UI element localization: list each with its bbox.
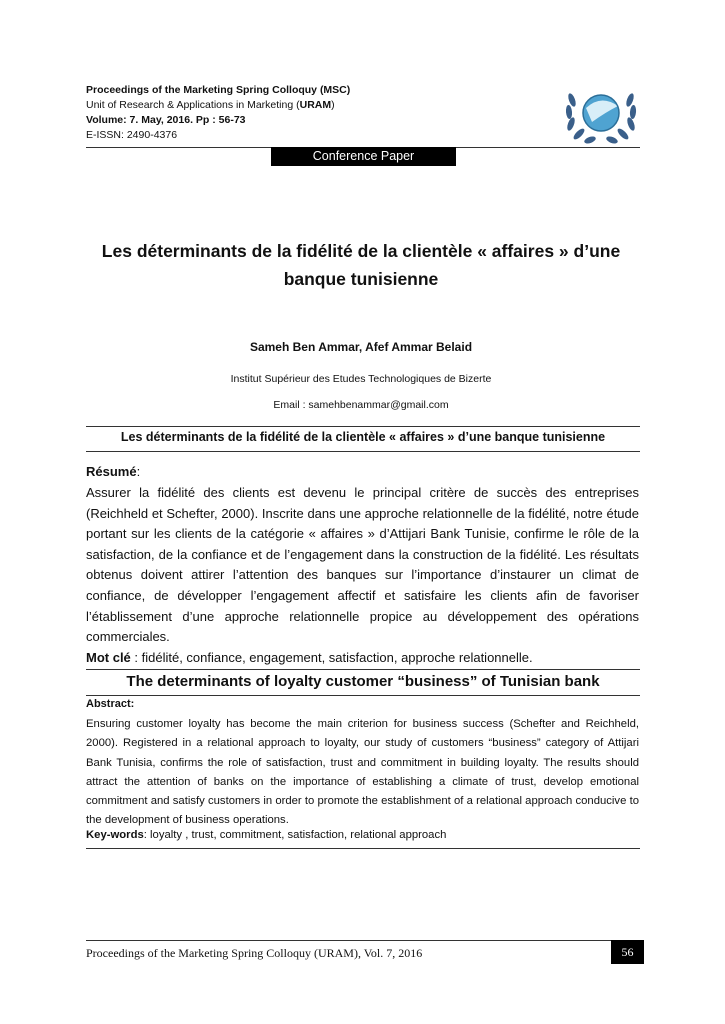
english-title: The determinants of loyalty customer “business” of Tunisian bank xyxy=(126,673,600,690)
paper-title: Les déterminants de la fidélité de la clientèle « affaires » d’une banque tunisienne xyxy=(101,241,621,289)
subtitle-rule-bottom xyxy=(86,451,640,452)
subtitle-rule-top xyxy=(86,426,640,427)
abstract-rule xyxy=(86,848,640,849)
french-subtitle: Les déterminants de la fidélité de la clientèle « affaires » d’une banque tunisienne xyxy=(120,430,606,444)
page-number: 56 xyxy=(611,940,644,964)
journal-issn: E-ISSN: 2490-4376 xyxy=(86,129,178,141)
english-rule-top xyxy=(86,669,640,670)
resume-heading: Résumé: xyxy=(86,464,141,479)
authors: Sameh Ben Ammar, Afef Ammar Belaid xyxy=(249,340,473,354)
french-keywords: Mot clé : fidélité, confiance, engagement, satisfaction, approche relationnelle. xyxy=(86,650,533,665)
journal-name: Proceedings of the Marketing Spring Colloquy (MSC) xyxy=(86,84,351,96)
journal-unit: Unit of Research & Applications in Marketing (URAM) xyxy=(86,99,335,111)
conference-paper-tag: Conference Paper xyxy=(271,147,456,166)
journal-volume: Volume: 7. May, 2016. Pp : 56-73 xyxy=(86,114,246,126)
institution: Institut Supérieur des Etudes Technologiques de Bizerte xyxy=(230,373,492,385)
footer-rule xyxy=(86,940,644,941)
abstract-body: Ensuring customer loyalty has become the main criterion for business success (Schefter and Reichheld, 2000). Registered in a relational approach to loyalty, our study of customers “business” category of Attijari Bank Tunisia, confirms the role of satisfaction, trust and commitment in building loyalty. The results should attract the attention of banks on the importance of establishing a climate of trust, develop emotional commitment and satisfy customers in order to promote the establishment of a relational approach conducive to the development of business operations. xyxy=(86,718,639,827)
footer-text: Proceedings of the Marketing Spring Colloquy (URAM), Vol. 7, 2016 xyxy=(86,946,423,960)
author-email: Email : samehbenammar@gmail.com xyxy=(273,399,449,411)
english-keywords: Key-words: loyalty , trust, commitment, satisfaction, relational approach xyxy=(86,829,447,841)
english-rule-bottom xyxy=(86,695,640,696)
abstract-heading: Abstract: xyxy=(86,698,135,710)
resume-body: Assurer la fidélité des clients est devenu le principal critère de succès des entreprises (Reichheld et Schefter, 2000). Inscrite dans une approche relationnelle de la fidélité, notre étude portant sur les clients de la catégorie « affaires » d’Attijari Bank Tunisie, confirme le rôle de la satisfaction, de la confiance et de l’engagement dans la construction de la fidélité. Les résultats obtenus doivent attirer l’attention des banques sur l’importance d’instaurer un climat de confiance, de développer l’engagement affectif et satisfaire les clients afin de favoriser l’établissement d’une approche relationnelle propice au développement des opérations commerciales. xyxy=(86,485,639,645)
journal-header xyxy=(86,83,350,143)
laurel-globe-icon xyxy=(562,82,640,146)
